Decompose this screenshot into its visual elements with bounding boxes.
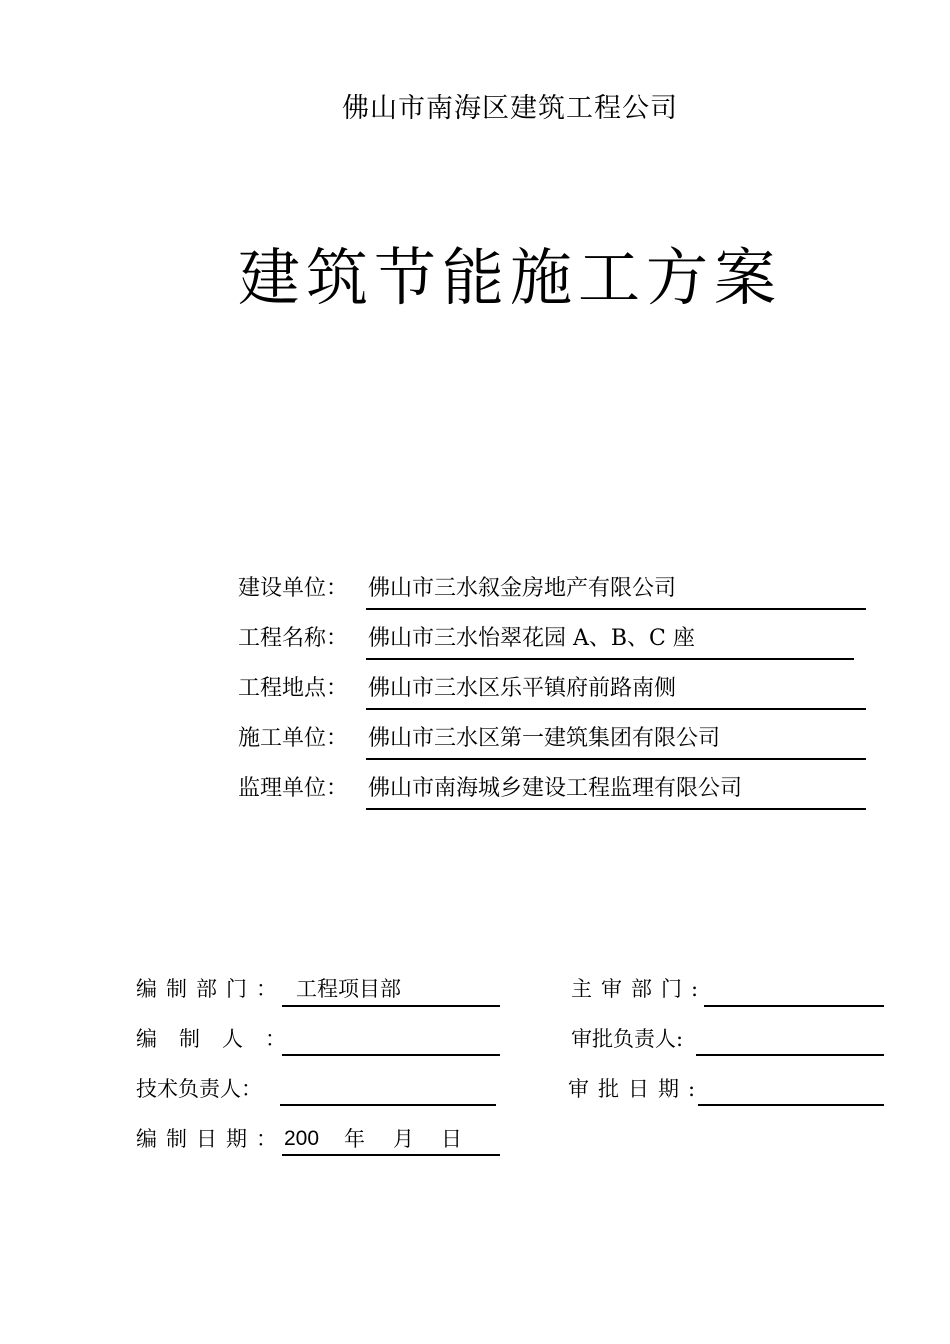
approver-underline [696,1054,884,1056]
compiler-underline [282,1054,500,1056]
info-row-project-name [238,624,878,664]
approver-label: 审批负责人: [571,1027,684,1051]
location-label: 工程地点： [238,676,349,701]
owner-underline [366,608,866,610]
tech-lead-underline [280,1104,496,1106]
supervisor-label: 监理单位： [238,776,349,801]
location-underline [366,708,866,710]
contractor-label: 施工单位： [238,726,349,751]
project-name-label: 工程名称： [238,626,349,651]
compile-dept-label: 编制部门： [136,977,286,1001]
supervisor-value: 佛山市南海城乡建设工程监理有限公司 [368,776,743,801]
review-dept-underline [704,1005,884,1007]
day-char: 日 [441,1127,462,1151]
compile-date-label: 编制日期： [136,1127,286,1151]
compile-dept-value: 工程项目部 [296,977,401,1001]
owner-label: 建设单位： [238,576,349,601]
compile-date-underline [282,1154,500,1156]
contractor-value: 佛山市三水区第一建筑集团有限公司 [368,726,721,751]
review-dept-label: 主审部门: [571,977,708,1001]
supervisor-underline [366,808,866,810]
info-row-location [238,674,878,714]
info-row-owner [238,574,878,614]
contractor-underline [366,758,866,760]
owner-value: 佛山市三水叙金房地产有限公司 [368,576,677,601]
approve-date-underline [698,1104,884,1106]
document-title: 建筑节能施工方案 [237,241,782,314]
compile-dept-underline [282,1005,500,1007]
info-row-supervisor [238,774,878,814]
year-char: 年 [344,1127,365,1151]
compiler-label: 编制人： [136,1027,308,1051]
tech-lead-label: 技术负责人： [136,1077,262,1101]
compile-date-year: 200 [284,1127,320,1150]
project-name-underline [366,658,854,660]
location-value: 佛山市三水区乐平镇府前路南侧 [368,676,677,701]
approve-date-label: 审批日期: [568,1077,705,1101]
company-name: 佛山市南海区建筑工程公司 [342,93,678,124]
month-char: 月 [393,1127,414,1151]
project-name-value: 佛山市三水怡翠花园 A、B、C 座 [368,626,695,651]
info-row-contractor [238,724,878,764]
